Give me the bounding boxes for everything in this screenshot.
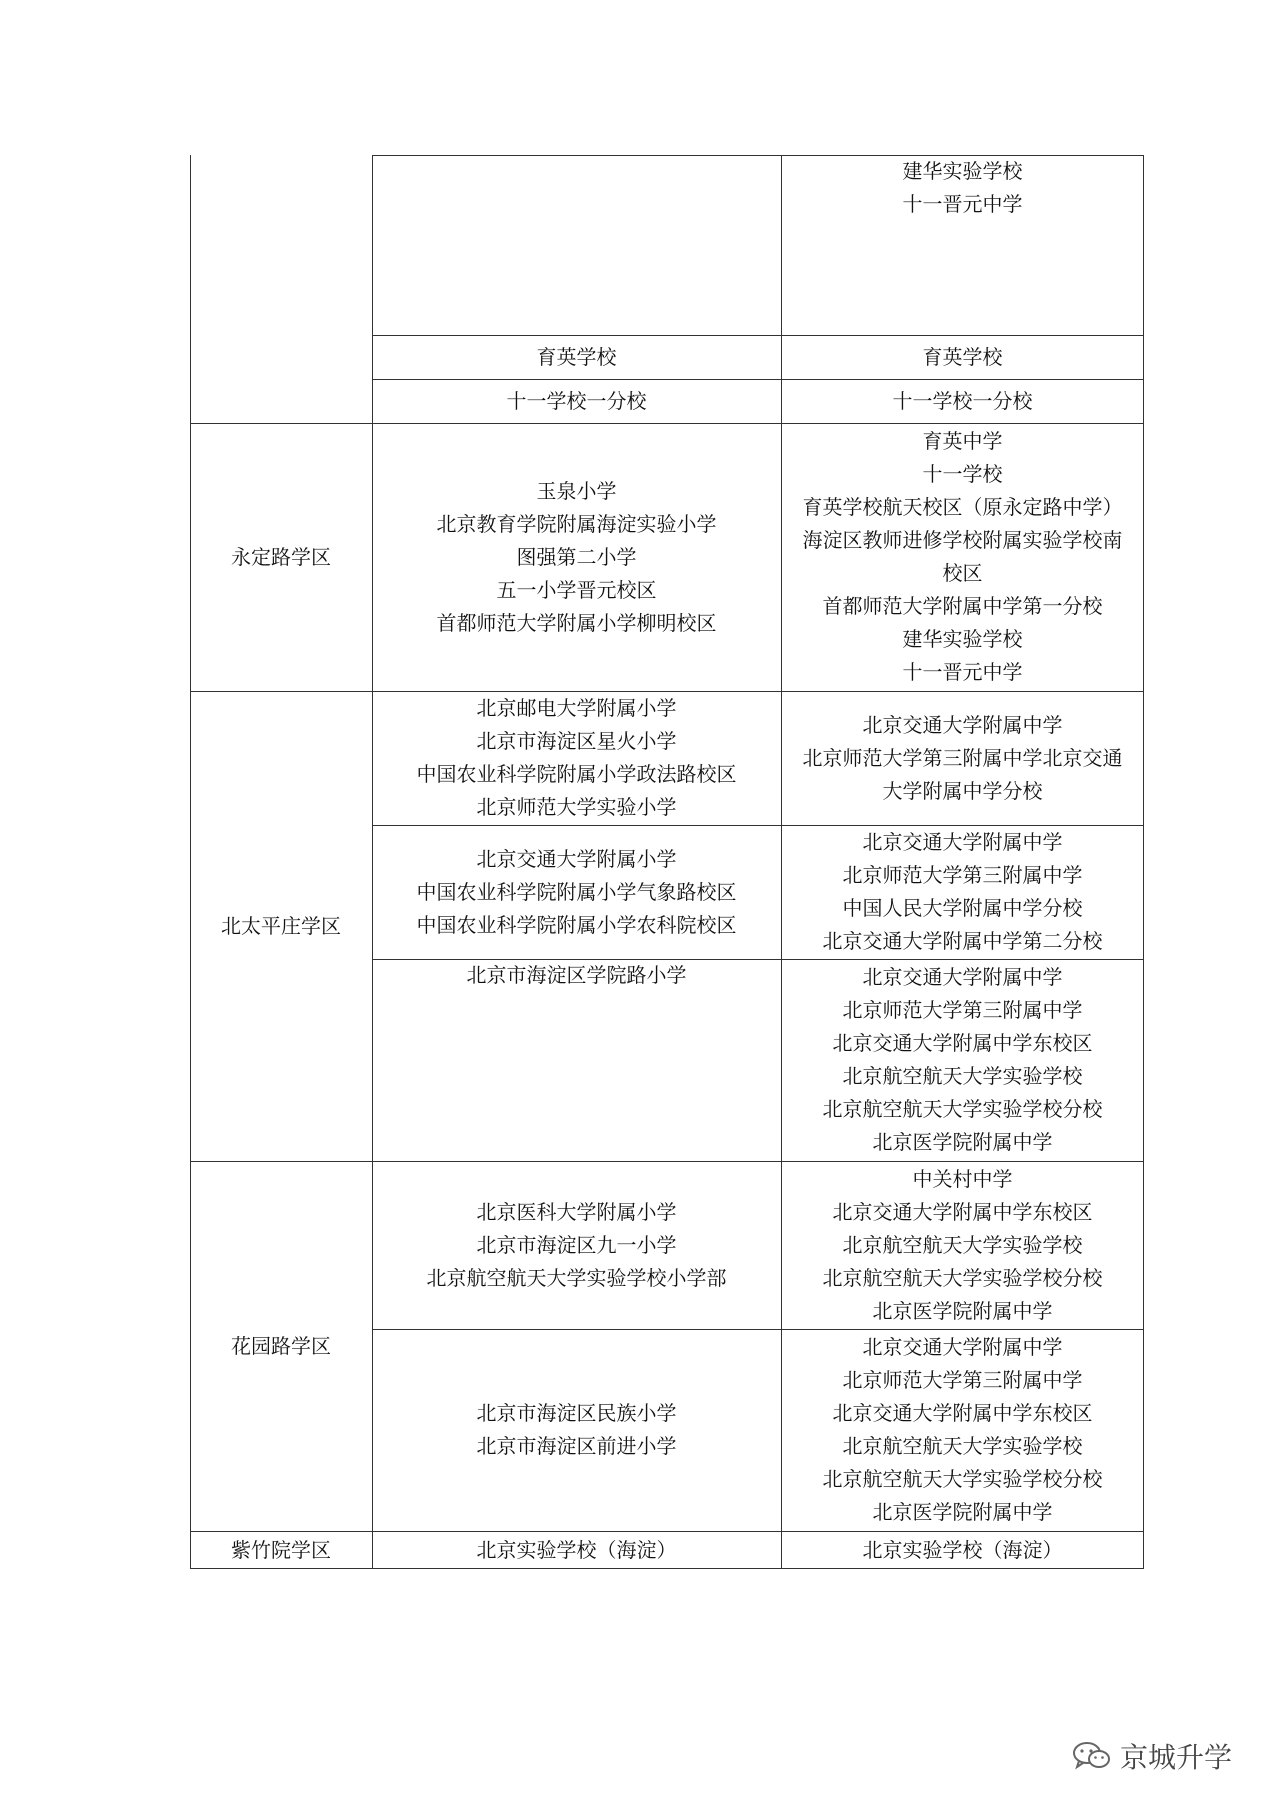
school-name: 十一晋元中学 [902, 192, 1023, 216]
school-name: 中国农业科学院附属小学农科院校区 [416, 912, 737, 937]
school-name: 北京航空航天大学实验学校 [842, 1232, 1083, 1257]
primary-school-cell [372, 423, 781, 691]
table-border-top [372, 155, 1144, 156]
table-row-divider [372, 379, 1144, 380]
school-name: 北京医学院附属中学 [872, 1130, 1053, 1154]
school-name: 首都师范大学附属中学第一分校 [822, 594, 1103, 618]
school-name: 十一学校 [922, 462, 1003, 486]
school-name: 北京市海淀区学院路小学 [466, 963, 687, 987]
primary-school-cell [372, 335, 781, 379]
school-name: 北京邮电大学附属小学 [476, 696, 677, 720]
school-name: 首都师范大学附属小学柳明校区 [436, 610, 717, 635]
middle-school-cell [781, 1161, 1144, 1329]
primary-school-cell [372, 1161, 781, 1329]
middle-school-cell [781, 379, 1144, 423]
table-border-right [1143, 155, 1144, 1569]
school-name: 海淀区教师进修学校附属实验学校南 [802, 528, 1123, 552]
table-row-divider [190, 691, 1144, 692]
middle-school-cell [781, 155, 1144, 335]
primary-school-cell [372, 691, 781, 825]
school-name: 北京航空航天大学实验学校分校 [822, 1097, 1103, 1121]
school-name: 中国农业科学院附属小学气象路校区 [416, 879, 737, 904]
middle-school-cell [781, 1531, 1144, 1569]
school-name: 建华实验学校 [902, 627, 1023, 651]
wechat-icon [1072, 1740, 1112, 1772]
school-name: 北京师范大学第三附属中学 [842, 998, 1083, 1022]
school-name: 北京师范大学第三附属中学 [842, 863, 1083, 887]
table-border-left [190, 155, 191, 1569]
district-name: 永定路学区 [231, 544, 331, 569]
school-name: 北京医科大学附属小学 [476, 1199, 677, 1224]
primary-school-cell [372, 959, 781, 1161]
district-cell [190, 1531, 372, 1569]
middle-school-cell [781, 959, 1144, 1161]
school-name: 北京实验学校（海淀） [862, 1537, 1063, 1562]
school-name: 北京交通大学附属中学东校区 [832, 1031, 1093, 1055]
table-row-divider [372, 959, 1144, 960]
middle-school-cell [781, 691, 1144, 825]
school-name: 北京交通大学附属中学东校区 [832, 1401, 1093, 1425]
school-assignment-table [190, 155, 1144, 1569]
middle-school-cell [781, 825, 1144, 959]
middle-school-cell [781, 335, 1144, 379]
school-name: 北京市海淀区前进小学 [476, 1434, 677, 1458]
school-name: 北京医学院附属中学 [872, 1500, 1053, 1524]
table-border-bottom [190, 1568, 1144, 1569]
school-name: 北京师范大学实验小学 [476, 795, 677, 819]
table-row-divider [372, 335, 1144, 336]
school-name: 北京航空航天大学实验学校 [842, 1434, 1083, 1458]
school-name: 北京交通大学附属中学第二分校 [822, 929, 1103, 953]
watermark-text: 京城升学 [1119, 1741, 1232, 1774]
school-name: 十一晋元中学 [902, 660, 1023, 684]
district-cell [190, 691, 372, 1161]
middle-school-cell [781, 423, 1144, 691]
school-name: 玉泉小学 [536, 478, 617, 503]
school-name: 育英学校航天校区（原永定路中学） [802, 495, 1123, 519]
primary-school-cell [372, 825, 781, 959]
district-name: 紫竹院学区 [231, 1537, 331, 1562]
table-row-divider [372, 825, 1144, 826]
school-name: 北京交通大学附属中学 [862, 965, 1063, 989]
school-name: 大学附属中学分校 [882, 778, 1043, 803]
school-name: 十一学校一分校 [506, 388, 647, 413]
school-name: 北京师范大学第三附属中学北京交通 [802, 745, 1123, 770]
school-name: 北京交通大学附属中学 [862, 830, 1063, 854]
school-name: 北京交通大学附属小学 [476, 846, 677, 871]
table-column-divider [781, 155, 782, 1569]
school-name: 中关村中学 [912, 1166, 1013, 1191]
district-name: 北太平庄学区 [221, 913, 341, 938]
school-name: 北京交通大学附属中学 [862, 712, 1063, 737]
district-name: 花园路学区 [231, 1333, 331, 1358]
table-row-divider [190, 1161, 1144, 1162]
table-row-divider [190, 1531, 1144, 1532]
school-name: 校区 [942, 561, 983, 585]
school-name: 北京航空航天大学实验学校 [842, 1064, 1083, 1088]
school-name: 北京航空航天大学实验学校分校 [822, 1467, 1103, 1491]
school-name: 育英中学 [922, 429, 1003, 453]
school-name: 北京实验学校（海淀） [476, 1537, 677, 1562]
school-name: 北京航空航天大学实验学校分校 [822, 1265, 1103, 1290]
primary-school-cell [372, 1329, 781, 1531]
school-name: 建华实验学校 [902, 159, 1023, 183]
district-cell [190, 1161, 372, 1531]
table-row-divider [372, 1329, 1144, 1330]
school-name: 北京航空航天大学实验学校小学部 [426, 1265, 727, 1290]
school-name: 中国人民大学附属中学分校 [842, 896, 1083, 920]
table-column-divider [372, 155, 373, 1569]
school-name: 北京师范大学第三附属中学 [842, 1368, 1083, 1392]
middle-school-cell [781, 1329, 1144, 1531]
school-name: 十一学校一分校 [892, 388, 1033, 413]
school-name: 育英学校 [536, 344, 617, 369]
school-name: 北京市海淀区民族小学 [476, 1401, 677, 1425]
table-row-divider [190, 423, 1144, 424]
school-name: 图强第二小学 [516, 544, 637, 569]
school-name: 北京教育学院附属海淀实验小学 [436, 511, 717, 536]
school-name: 北京市海淀区星火小学 [476, 729, 677, 753]
school-name: 北京交通大学附属中学 [862, 1335, 1063, 1359]
school-name: 五一小学晋元校区 [496, 577, 657, 602]
primary-school-cell [372, 1531, 781, 1569]
primary-school-cell [372, 155, 781, 335]
district-cell-continued [190, 155, 372, 423]
school-name: 北京市海淀区九一小学 [476, 1232, 677, 1257]
watermark [1072, 1736, 1232, 1776]
district-cell [190, 423, 372, 691]
school-name: 育英学校 [922, 344, 1003, 369]
primary-school-cell [372, 379, 781, 423]
school-name: 中国农业科学院附属小学政法路校区 [416, 762, 737, 786]
school-name: 北京医学院附属中学 [872, 1298, 1053, 1323]
school-name: 北京交通大学附属中学东校区 [832, 1199, 1093, 1224]
